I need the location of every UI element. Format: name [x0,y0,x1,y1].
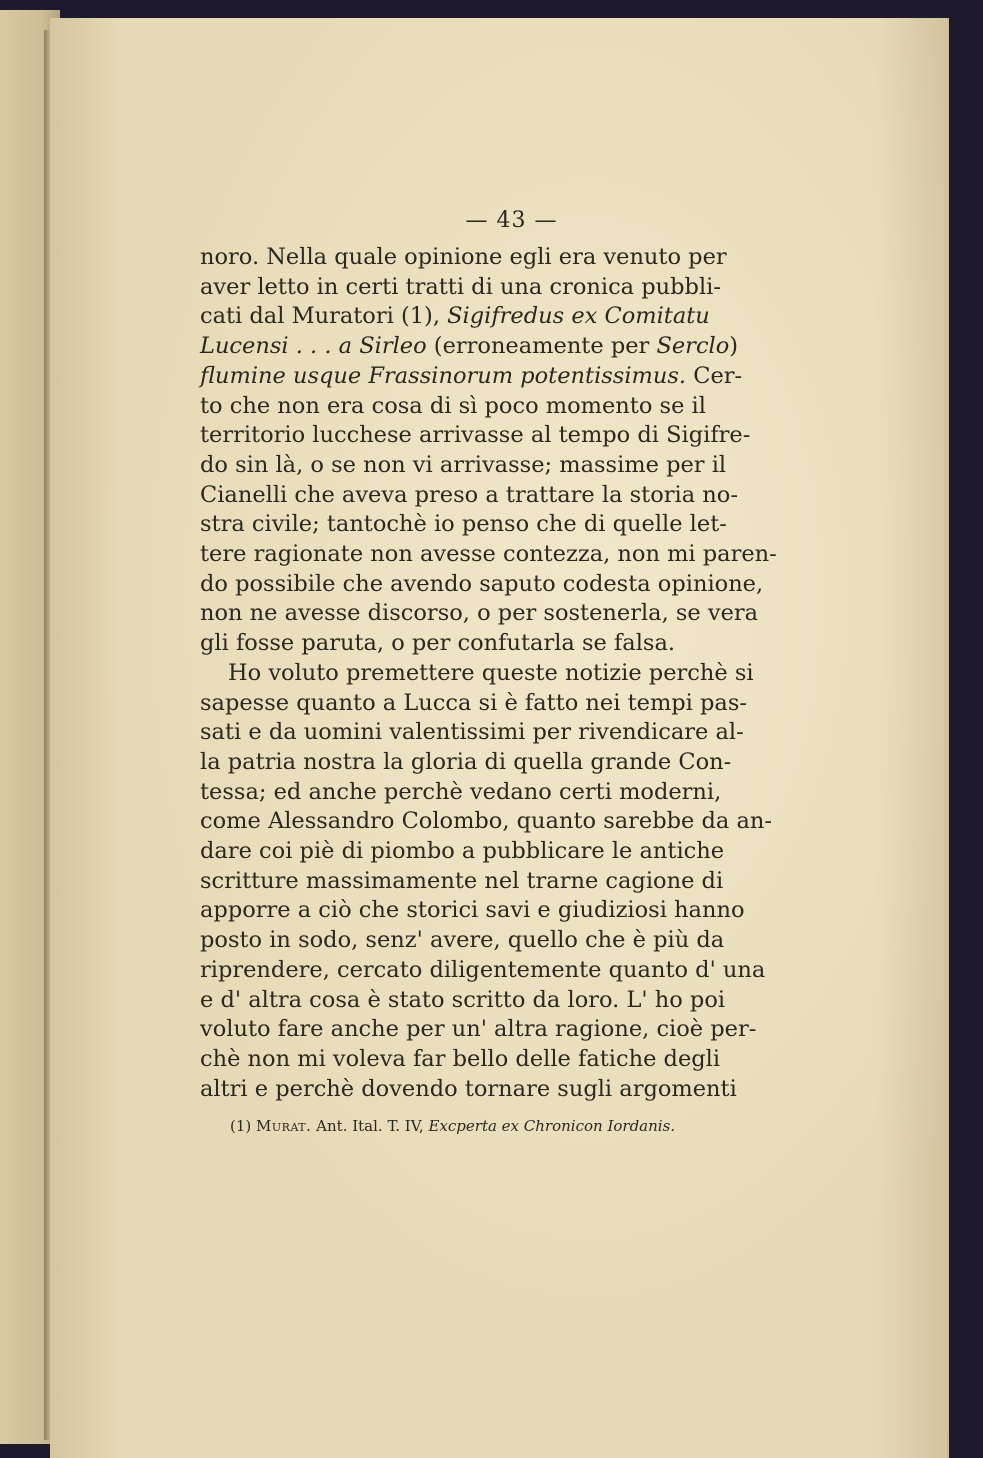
footnote-author: Murat. [256,1117,312,1135]
text-line [200,807,772,837]
text-run: come Alessandro Colombo, quanto sarebbe da an- [200,808,772,835]
text-run: Cianelli che aveva preso a trattare la storia no- [200,481,738,508]
text-run: e d' altra cosa è stato scritto da loro. L' ho poi [200,986,726,1013]
italic-text: Lucensi . . . a Sirleo [200,333,427,360]
text-line [200,659,754,689]
text-run: riprendere, cercato diligentemente quanto d' una [200,956,766,983]
text-line [200,570,764,600]
italic-text: flumine usque Frassinorum potentissimus. [200,362,687,389]
text-line [200,837,725,867]
text-run: voluto fare anche per un' altra ragione, cioè per- [200,1016,757,1043]
text-run: Cer- [686,362,743,389]
page-edge [944,22,948,1434]
text-run: territorio lucchese arrivasse al tempo di Sigifre- [200,422,751,449]
text-run: tere ragionate non avesse contezza, non mi paren- [200,541,777,568]
italic-text: Serclo [656,333,730,360]
text-line [200,392,706,422]
text-line [200,332,739,362]
text-run: chè non mi voleva far bello delle fatiche degli [200,1045,721,1072]
text-run: scritture massimamente nel trarne cagione di [200,867,724,894]
text-line [200,926,725,956]
text-run: gli fosse paruta, o per confutarla se falsa. [200,630,676,657]
italic-text: Sigifredus ex Comitatu [447,303,710,330]
text-run: sati e da uomini valentissimi per rivendicare al- [200,719,744,746]
text-run: posto in sodo, senz' avere, quello che è più da [200,927,725,954]
text-run: (erroneamente per [426,333,657,360]
footnote-number: (1) [230,1117,252,1135]
text-line [200,778,722,808]
footnote-reference: Ant. Ital. T. IV, [316,1117,424,1135]
text-line [200,986,726,1016]
text-line [200,362,743,392]
text-line [200,273,721,303]
text-line [200,481,738,511]
text-run: la patria nostra la gloria di quella grande Con- [200,748,732,775]
text-run: altri e perchè dovendo tornare sugli argomenti [200,1075,737,1102]
text-run: do sin là, o se non vi arrivasse; massime per il [200,451,727,478]
text-line [200,243,727,273]
text-run: sapesse quanto a Lucca si è fatto nei tempi pas- [200,689,747,716]
text-run: stra civile; tantochè io penso che di quelle let- [200,511,727,538]
text-line [200,1075,737,1105]
text-line [200,629,700,659]
text-run: apporre a ciò che storici savi e giudiziosi hanno [200,897,745,924]
footnote [230,1117,700,1135]
text-line [200,867,724,897]
text-run: non ne avesse discorso, o per sostenerla, se vera [200,600,759,627]
body-text [200,243,777,1104]
text-run: cati dal Muratori (1), [200,303,448,330]
text-line [200,896,745,926]
text-line [200,510,727,540]
text-line [200,1015,757,1045]
text-line [200,1045,721,1075]
text-line [200,540,777,570]
footnote-title: Excperta ex Chronicon Iordanis. [428,1117,676,1135]
text-run: ) [729,333,739,360]
text-run: tessa; ed anche perchè vedano certi moderni, [200,778,722,805]
text-line [200,689,747,719]
text-run: noro. Nella quale opinione egli era venuto per [200,244,727,270]
text-line [200,599,759,629]
text-line [200,718,744,748]
text-run: Ho voluto premettere queste notizie perchè si [228,659,754,686]
page-number: — 43 — [465,208,558,233]
text-run: dare coi piè di piombo a pubblicare le antiche [200,838,725,865]
text-run: aver letto in certi tratti di una cronica pubbli- [200,273,721,300]
text-run: to che non era cosa di sì poco momento se il [200,392,706,419]
text-run: do possibile che avendo saputo codesta opinione, [200,570,764,597]
text-line [200,451,727,481]
text-line [200,956,766,986]
text-line [200,748,732,778]
text-line [200,421,751,451]
text-line [200,302,710,332]
